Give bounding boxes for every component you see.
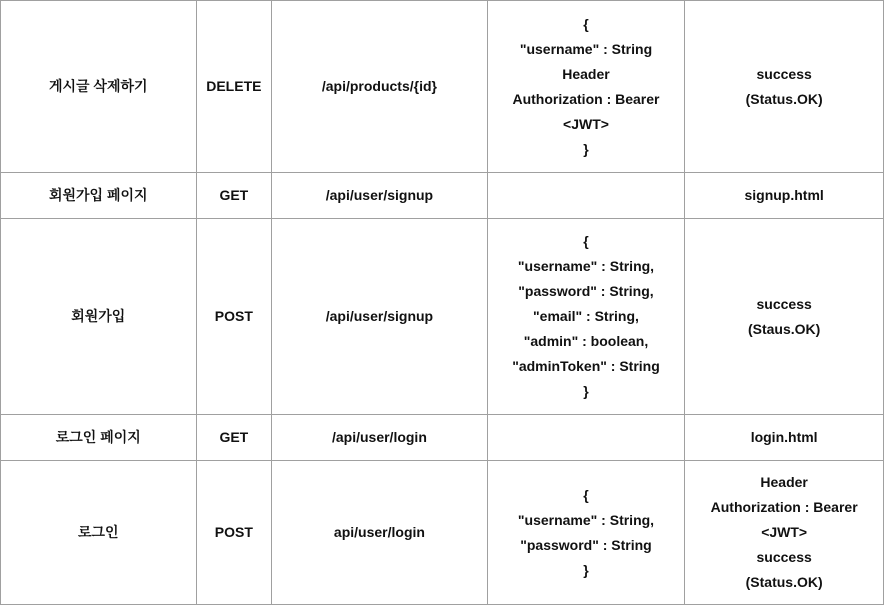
method-cell: [196, 173, 272, 219]
method-cell: [196, 219, 272, 415]
request-line: <JWT>: [563, 115, 609, 132]
url-text: /api/user/login: [331, 429, 427, 445]
method-cell: [196, 1, 272, 173]
request-line: "username" : String,: [517, 511, 655, 528]
request-line: "username" : String,: [517, 258, 655, 274]
request-cell: [487, 173, 685, 219]
request-line: }: [583, 140, 589, 157]
method-cell: [196, 415, 272, 461]
response-line: success: [756, 549, 812, 565]
table-row: [1, 461, 884, 605]
url-cell: [272, 461, 487, 605]
response-line: Authorization : Bearer: [710, 499, 858, 515]
url-text: /api/user/signup: [325, 308, 434, 324]
table-row: [1, 219, 884, 415]
request-cell: [487, 219, 685, 415]
method-text: POST: [214, 308, 253, 324]
feature-text: 로그인: [77, 524, 119, 540]
table-row: [1, 1, 884, 173]
request-line: Header: [562, 65, 610, 82]
request-line: "password" : String,: [518, 283, 654, 299]
request-cell: [487, 415, 685, 461]
feature-cell: [1, 461, 197, 605]
request-line: Authorization : Bearer: [512, 90, 660, 107]
request-line: "username" : String: [519, 40, 653, 57]
request-cell: [487, 1, 685, 173]
response-line: success: [756, 295, 812, 312]
method-text: DELETE: [206, 78, 262, 94]
method-cell: [196, 461, 272, 605]
url-text: api/user/login: [333, 524, 425, 540]
url-cell: [272, 415, 487, 461]
response-line: signup.html: [744, 187, 824, 203]
response-line: login.html: [750, 429, 818, 445]
feature-text: 로그인 페이지: [55, 429, 141, 445]
feature-cell: [1, 173, 197, 219]
response-line: Header: [760, 474, 808, 490]
request-line: "adminToken" : String: [512, 358, 660, 374]
response-line: (Status.OK): [745, 90, 823, 107]
url-cell: [272, 1, 487, 173]
request-line: "admin" : boolean,: [523, 333, 649, 349]
request-line: "email" : String,: [533, 308, 639, 324]
method-text: GET: [219, 429, 249, 445]
response-cell: [685, 1, 884, 173]
request-line: {: [583, 15, 589, 32]
feature-cell: [1, 415, 197, 461]
table-row: [1, 173, 884, 219]
response-cell: [685, 415, 884, 461]
url-text: /api/products/{id}: [321, 78, 437, 94]
response-line: (Staus.OK): [747, 320, 821, 337]
request-line: }: [583, 561, 589, 578]
feature-text: 회원가입: [71, 308, 126, 324]
request-line: }: [583, 383, 589, 399]
response-cell: [685, 173, 884, 219]
response-line: (Status.OK): [745, 574, 823, 590]
response-line: success: [756, 65, 812, 82]
feature-cell: [1, 1, 197, 173]
method-text: GET: [219, 187, 249, 203]
url-text: /api/user/signup: [325, 187, 434, 203]
request-line: {: [583, 486, 589, 503]
table-row: [1, 415, 884, 461]
response-cell: [685, 219, 884, 415]
request-line: {: [583, 233, 589, 249]
feature-cell: [1, 219, 197, 415]
feature-text: 회원가입 페이지: [48, 187, 148, 203]
method-text: POST: [214, 524, 253, 540]
url-cell: [272, 219, 487, 415]
response-line: <JWT>: [761, 524, 808, 540]
url-cell: [272, 173, 487, 219]
request-line: "password" : String: [520, 536, 652, 553]
feature-text: 게시글 삭제하기: [48, 78, 148, 94]
request-cell: [487, 461, 685, 605]
response-cell: [685, 461, 884, 605]
